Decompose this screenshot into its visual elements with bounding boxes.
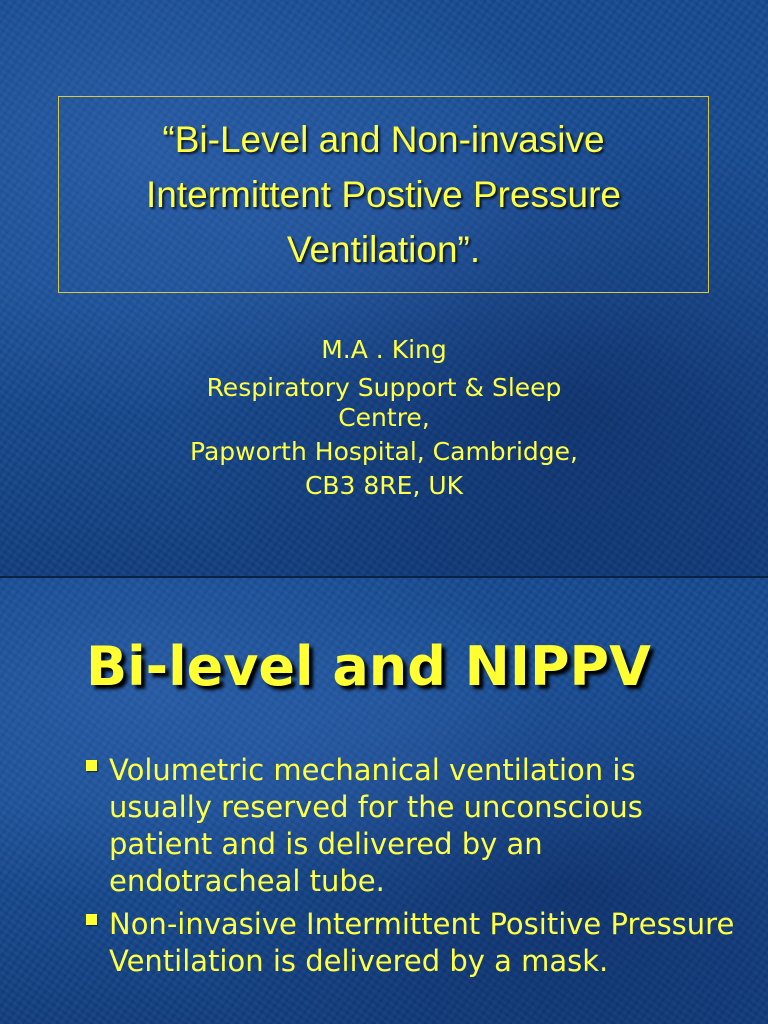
square-bullet-icon: [86, 914, 97, 925]
bullet-text: Non-invasive Intermittent Positive Pressure Ventilation is delivered by a mask.: [109, 907, 735, 978]
address-line-1: Papworth Hospital, Cambridge,: [190, 437, 578, 466]
title-box: [58, 96, 709, 293]
bullet-item: [86, 752, 736, 900]
bullet-text: Volumetric mechanical ventilation is usually reserved for the unconscious patient and is delivered by an endotracheal tube.: [109, 753, 643, 898]
address-line-2: CB3 8RE, UK: [304, 471, 464, 500]
slide-heading: Bi-level and NIPPV: [86, 635, 651, 698]
bullet-list: [86, 752, 736, 986]
subtitle-block: [40, 333, 728, 503]
author-name: M.A . King: [321, 335, 447, 364]
bullet-item: [86, 906, 736, 980]
affiliation-line-2: Centre,: [338, 403, 430, 432]
content-slide: [0, 578, 768, 1024]
affiliation-line-1: Respiratory Support & Sleep: [206, 373, 562, 402]
slide-title: “Bi-Level and Non-invasive Intermittent Postive Pressure Ventilation”.: [145, 119, 622, 270]
square-bullet-icon: [86, 760, 97, 771]
